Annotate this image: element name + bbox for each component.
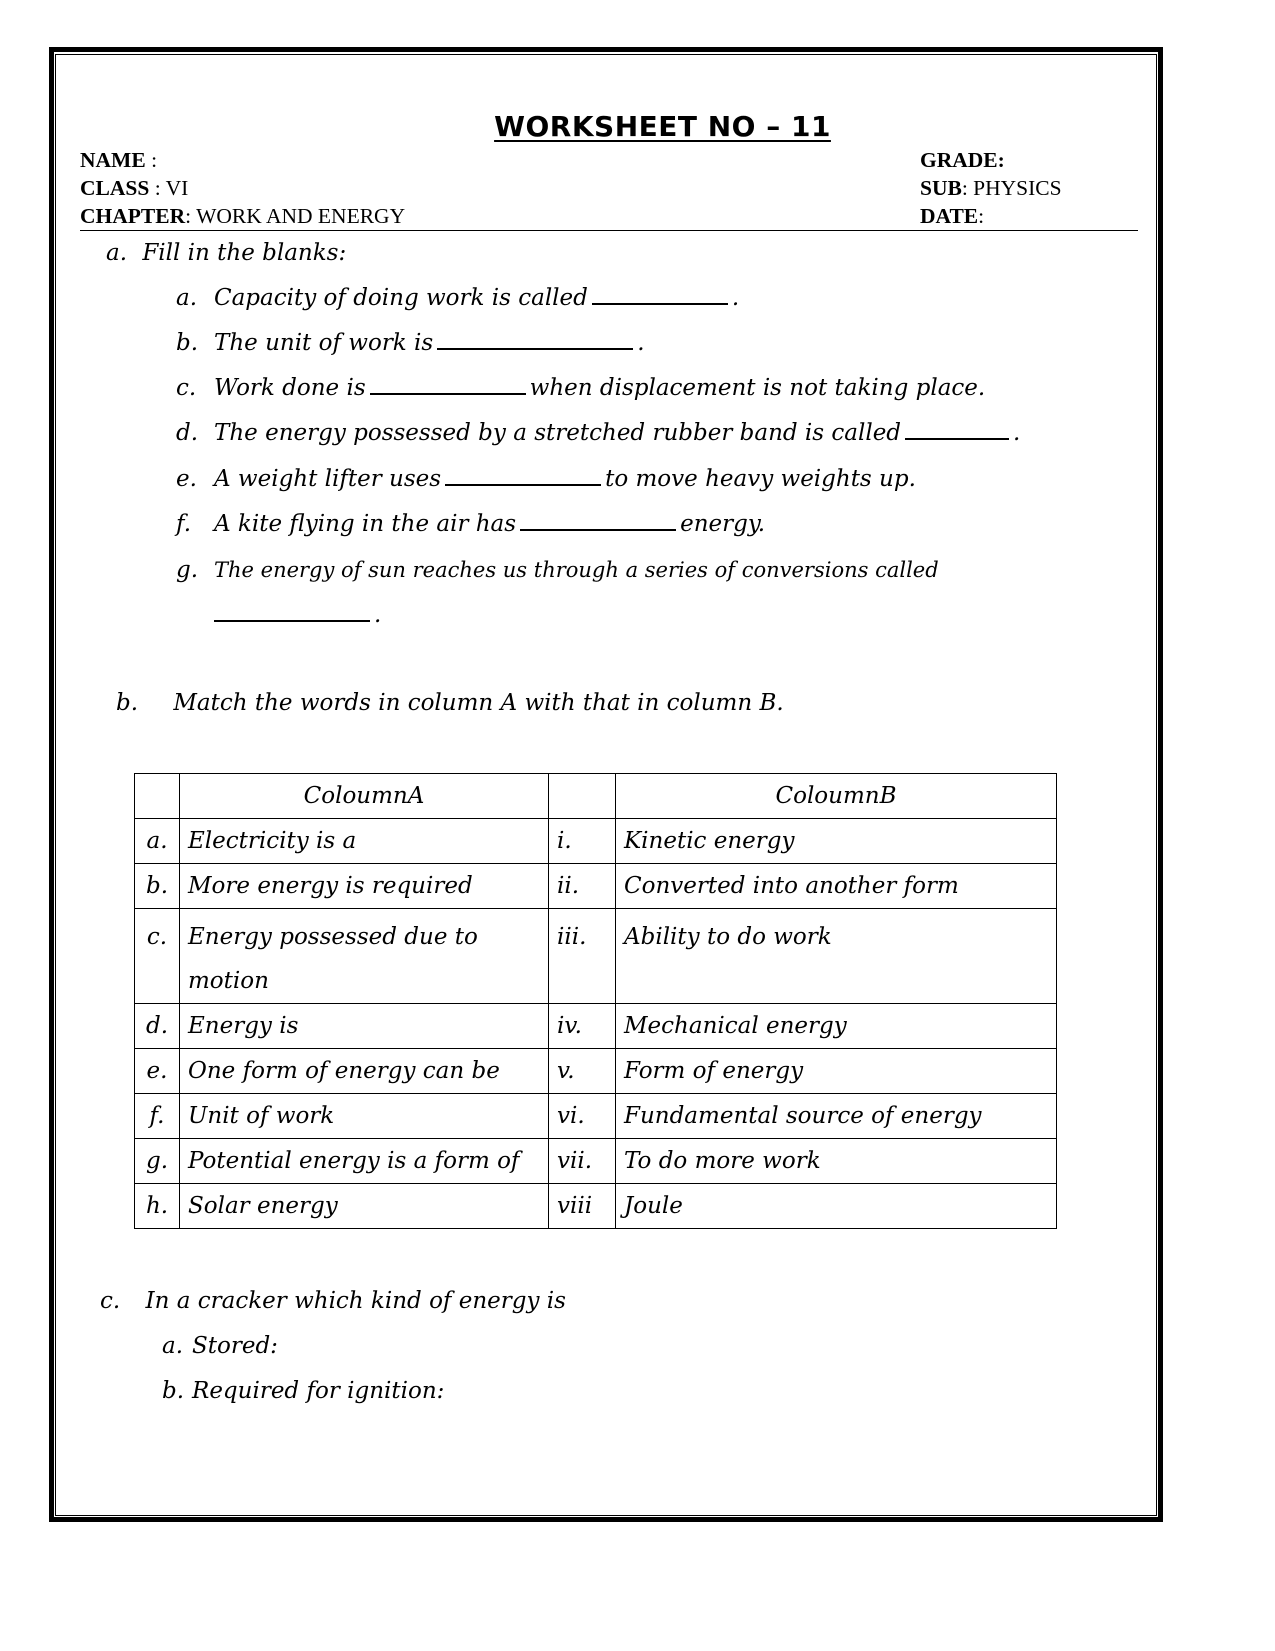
answer-blank[interactable] (592, 301, 728, 305)
grade-line (920, 146, 1005, 174)
item-label: f. (176, 511, 192, 537)
row-label-b: v. (549, 1049, 616, 1094)
fill-blank-item (176, 330, 645, 356)
fill-blank-item (176, 557, 939, 583)
class-label: CLASS (80, 176, 150, 200)
table-row (135, 1184, 1057, 1229)
item-label: b. (162, 1378, 185, 1404)
item-label: a. (176, 285, 198, 311)
item-text: Required for ignition: (192, 1378, 445, 1404)
sub-question (162, 1378, 444, 1404)
item-text: A kite flying in the air has (214, 511, 517, 537)
chapter-label: CHAPTER (80, 204, 186, 228)
item-text-after: . (1013, 420, 1021, 446)
column-b-cell: Ability to do work (616, 909, 1057, 1004)
row-label-a: g. (135, 1139, 180, 1184)
section-a-marker: a. (106, 240, 128, 266)
date-line (920, 202, 984, 230)
worksheet-title-row (0, 110, 1275, 143)
section-b-marker: b. (116, 690, 139, 716)
name-value: : (145, 148, 158, 172)
row-label-a: d. (135, 1004, 180, 1049)
item-text: Capacity of doing work is called (214, 285, 588, 311)
table-row (135, 1094, 1057, 1139)
item-text-after: when displacement is not taking place. (529, 375, 986, 401)
answer-blank[interactable] (370, 391, 526, 395)
section-a-title: Fill in the blanks: (142, 240, 347, 266)
row-label-a: a. (135, 819, 180, 864)
answer-blank[interactable] (520, 527, 676, 531)
item-text-after: to move heavy weights up. (605, 466, 916, 492)
item-text-after: . (731, 285, 740, 311)
item-label: c. (176, 375, 197, 401)
column-a-cell: Energy possessed due to motion (180, 909, 549, 1004)
column-a-header: ColoumnA (180, 774, 549, 819)
answer-blank[interactable] (437, 346, 633, 350)
table-row (135, 909, 1057, 1004)
match-table-header (135, 774, 1057, 819)
row-label-b: iii. (549, 909, 616, 1004)
item-text-after: . (374, 602, 382, 628)
name-label: NAME (80, 148, 146, 172)
item-label: g. (176, 557, 199, 583)
class-line (80, 174, 188, 202)
class-value: : VI (149, 176, 189, 200)
table-row (135, 1004, 1057, 1049)
row-label-a: e. (135, 1049, 180, 1094)
fill-blank-item (176, 285, 739, 311)
worksheet-title: WORKSHEET NO – 11 (494, 110, 831, 143)
fill-blank-item (176, 466, 916, 492)
item-label: e. (176, 466, 197, 492)
column-b-cell: Form of energy (616, 1049, 1057, 1094)
row-label-a: h. (135, 1184, 180, 1229)
sub-value: : PHYSICS (961, 176, 1062, 200)
section-c-marker: c. (100, 1288, 121, 1314)
column-b-cell: Mechanical energy (616, 1004, 1057, 1049)
column-b-cell: Joule (616, 1184, 1057, 1229)
section-b-title: Match the words in column A with that in column B. (173, 690, 784, 716)
fill-blank-item (176, 511, 765, 537)
sub-line (920, 174, 1062, 202)
section-c-heading (100, 1288, 566, 1314)
sub-label: SUB (920, 176, 962, 200)
item-text-after: energy. (680, 511, 766, 537)
section-b-heading (116, 690, 784, 716)
row-label-b: ii. (549, 864, 616, 909)
row-label-a: f. (135, 1094, 180, 1139)
item-text: Stored: (192, 1333, 278, 1359)
column-b-cell: Fundamental source of energy (616, 1094, 1057, 1139)
row-label-b: vi. (549, 1094, 616, 1139)
row-label-b: viii (549, 1184, 616, 1229)
item-label: b. (176, 330, 199, 356)
header-cell-empty (549, 774, 616, 819)
item-text-after: . (637, 330, 645, 356)
item-text: The energy possessed by a stretched rubber band is called (214, 420, 902, 446)
match-table (134, 773, 1057, 1229)
chapter-value: : WORK AND ENERGY (185, 204, 406, 228)
section-a-heading (106, 240, 346, 266)
item-text: The unit of work is (214, 330, 434, 356)
fill-blank-continuation (214, 602, 381, 628)
column-b-cell: To do more work (616, 1139, 1057, 1184)
column-b-cell: Kinetic energy (616, 819, 1057, 864)
row-label-b: vii. (549, 1139, 616, 1184)
name-line (80, 146, 157, 174)
column-a-cell: Unit of work (180, 1094, 549, 1139)
item-text: The energy of sun reaches us through a series of conversions called (214, 558, 939, 582)
answer-blank[interactable] (905, 436, 1009, 440)
column-b-header: ColoumnB (616, 774, 1057, 819)
answer-blank[interactable] (445, 482, 601, 486)
column-b-cell: Converted into another form (616, 864, 1057, 909)
answer-blank[interactable] (214, 618, 370, 622)
column-a-cell: Solar energy (180, 1184, 549, 1229)
table-row (135, 1139, 1057, 1184)
chapter-line (80, 202, 405, 230)
column-a-cell: Electricity is a (180, 819, 549, 864)
date-label: DATE (920, 204, 979, 228)
column-a-cell: One form of energy can be (180, 1049, 549, 1094)
header-divider (80, 230, 1138, 231)
item-text: Work done is (214, 375, 366, 401)
sub-question (162, 1333, 278, 1359)
table-row (135, 819, 1057, 864)
fill-blank-item (176, 420, 1020, 446)
row-label-b: iv. (549, 1004, 616, 1049)
date-value: : (978, 204, 985, 228)
row-label-b: i. (549, 819, 616, 864)
fill-blank-item (176, 375, 985, 401)
table-row (135, 1049, 1057, 1094)
column-a-cell: More energy is required (180, 864, 549, 909)
table-row (135, 864, 1057, 909)
item-text: A weight lifter uses (214, 466, 442, 492)
item-label: d. (176, 420, 199, 446)
section-c-title: In a cracker which kind of energy is (145, 1288, 566, 1314)
column-a-cell: Energy is (180, 1004, 549, 1049)
column-a-cell: Potential energy is a form of (180, 1139, 549, 1184)
row-label-a: c. (135, 909, 180, 1004)
row-label-a: b. (135, 864, 180, 909)
grade-label: GRADE: (920, 148, 1005, 172)
item-label: a. (162, 1333, 184, 1359)
header-cell-empty (135, 774, 180, 819)
